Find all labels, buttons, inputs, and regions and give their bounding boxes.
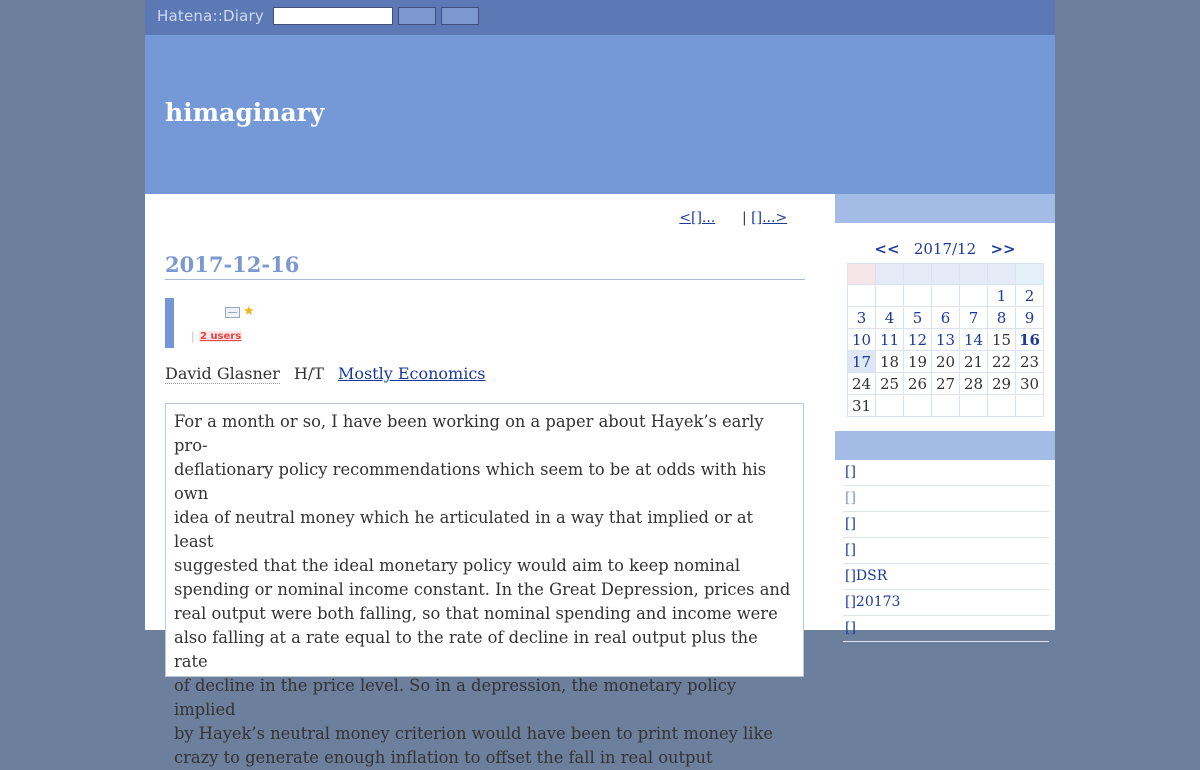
calendar-day: 20 xyxy=(932,351,960,373)
weekday-header xyxy=(876,264,904,285)
quote-line: idea of neutral money which he articulated in a way that implied or at least xyxy=(174,508,754,551)
category-link[interactable]: [] xyxy=(843,460,1049,486)
sidebar-section-header xyxy=(835,431,1055,460)
hatena-diary-logo[interactable]: Hatena::Diary xyxy=(157,7,264,25)
entry-byline xyxy=(165,364,486,383)
weekday-header xyxy=(932,264,960,285)
calendar-day xyxy=(988,395,1016,417)
calendar-day-link[interactable]: 6 xyxy=(932,307,960,329)
calendar-day-link[interactable]: 4 xyxy=(876,307,904,329)
calendar-day xyxy=(932,395,960,417)
calendar-week xyxy=(848,307,1044,329)
star-icon[interactable]: ★ xyxy=(243,304,255,319)
quote-line: by Hayek’s neutral money criterion would have been to print money like xyxy=(174,724,773,743)
weekday-header xyxy=(960,264,988,285)
entry-pager xyxy=(679,210,805,226)
prev-entry-link[interactable]: <[]... xyxy=(679,210,716,226)
bookmark-users-badge[interactable]: 2 users xyxy=(200,331,242,342)
hatena-topbar xyxy=(145,0,1055,35)
calendar-day xyxy=(904,285,932,307)
calendar-day: 28 xyxy=(960,373,988,395)
quote-line: spending or nominal income constant. In the Great Depression, prices and xyxy=(174,580,791,599)
calendar-day: 30 xyxy=(1016,373,1044,395)
calendar-day: 29 xyxy=(988,373,1016,395)
author-name[interactable]: David Glasner xyxy=(165,364,280,383)
category-link[interactable]: [] xyxy=(843,512,1049,538)
weekday-header xyxy=(1016,264,1044,285)
divider: | xyxy=(191,330,195,343)
calendar-day-link[interactable]: 5 xyxy=(904,307,932,329)
calendar-day-link[interactable]: 11 xyxy=(876,329,904,351)
image-icon[interactable] xyxy=(225,307,240,318)
calendar-day-link[interactable]: 17 xyxy=(848,351,876,373)
calendar-day-link[interactable]: 8 xyxy=(988,307,1016,329)
diary-page xyxy=(145,0,1055,767)
calendar-nav xyxy=(835,240,1055,258)
calendar-day-link[interactable]: 10 xyxy=(848,329,876,351)
weekday-header xyxy=(848,264,876,285)
entry-date[interactable]: 2017-12-16 xyxy=(165,252,805,280)
section-marker xyxy=(165,298,174,348)
sidebar-section-header xyxy=(835,194,1055,223)
calendar-day xyxy=(960,395,988,417)
topbar-button[interactable] xyxy=(441,7,479,25)
quote-line: also falling at a rate equal to the rate of decline in real output plus the rate xyxy=(174,628,758,671)
calendar-prev-link[interactable]: << xyxy=(874,240,900,258)
category-list xyxy=(843,460,1049,642)
hat-tip-label: H/T xyxy=(293,364,324,383)
quote-line: real output were both falling, so that nominal spending and income were xyxy=(174,604,778,623)
calendar-week xyxy=(848,285,1044,307)
calendar-week xyxy=(848,395,1044,417)
calendar xyxy=(847,263,1044,417)
calendar-day xyxy=(876,285,904,307)
category-link[interactable]: [] xyxy=(843,486,1049,512)
calendar-week xyxy=(848,329,1044,351)
calendar-day xyxy=(904,395,932,417)
calendar-day: 18 xyxy=(876,351,904,373)
quote-line: For a month or so, I have been working on a paper about Hayek’s early pro- xyxy=(174,412,764,455)
calendar-day-link[interactable]: 12 xyxy=(904,329,932,351)
calendar-day: 31 xyxy=(848,395,876,417)
calendar-day: 15 xyxy=(988,329,1016,351)
sidebar xyxy=(835,194,1055,636)
calendar-week xyxy=(848,373,1044,395)
calendar-day xyxy=(1016,395,1044,417)
calendar-day-link[interactable]: 2 xyxy=(1016,285,1044,307)
calendar-next-link[interactable]: >> xyxy=(990,240,1016,258)
quote-line: deflationary policy recommendations which seem to be at odds with his own xyxy=(174,460,767,503)
calendar-day-link[interactable]: 3 xyxy=(848,307,876,329)
calendar-day: 22 xyxy=(988,351,1016,373)
calendar-day: 19 xyxy=(904,351,932,373)
weekday-header xyxy=(988,264,1016,285)
blog-header xyxy=(145,35,1055,194)
calendar-day-link[interactable]: 1 xyxy=(988,285,1016,307)
next-entry-link[interactable]: []...> xyxy=(751,210,788,226)
calendar-day: 26 xyxy=(904,373,932,395)
calendar-day: 21 xyxy=(960,351,988,373)
weekday-header xyxy=(904,264,932,285)
calendar-day-link[interactable]: 14 xyxy=(960,329,988,351)
calendar-week xyxy=(848,351,1044,373)
calendar-day-current[interactable]: 16 xyxy=(1016,329,1044,351)
source-link[interactable]: Mostly Economics xyxy=(337,364,486,383)
calendar-day-link[interactable]: 7 xyxy=(960,307,988,329)
blockquote xyxy=(165,403,804,767)
calendar-day-link[interactable]: 13 xyxy=(932,329,960,351)
calendar-day xyxy=(932,285,960,307)
calendar-day: 24 xyxy=(848,373,876,395)
category-link[interactable]: []20173 xyxy=(843,590,1049,616)
calendar-day-link[interactable]: 9 xyxy=(1016,307,1044,329)
main-content xyxy=(145,194,835,767)
calendar-month[interactable]: 2017/12 xyxy=(913,240,977,258)
category-link[interactable]: []DSR xyxy=(843,564,1049,590)
calendar-weekday-row xyxy=(848,264,1044,285)
calendar-day xyxy=(876,395,904,417)
category-link[interactable]: [] xyxy=(843,616,1049,642)
calendar-day: 23 xyxy=(1016,351,1044,373)
calendar-day: 25 xyxy=(876,373,904,395)
quote-line: suggested that the ideal monetary policy would aim to keep nominal xyxy=(174,556,741,575)
category-link[interactable]: [] xyxy=(843,538,1049,564)
search-button[interactable] xyxy=(398,7,436,25)
quote-line: crazy to generate enough inflation to offset the fall in real output xyxy=(174,748,713,767)
quote-line: of decline in the price level. So in a depression, the monetary policy implied xyxy=(174,676,737,719)
calendar-day xyxy=(848,285,876,307)
calendar-day: 27 xyxy=(932,373,960,395)
blog-title[interactable]: himaginary xyxy=(165,98,325,127)
calendar-day xyxy=(960,285,988,307)
search-input[interactable] xyxy=(273,7,393,25)
pager-separator: | xyxy=(742,210,747,226)
